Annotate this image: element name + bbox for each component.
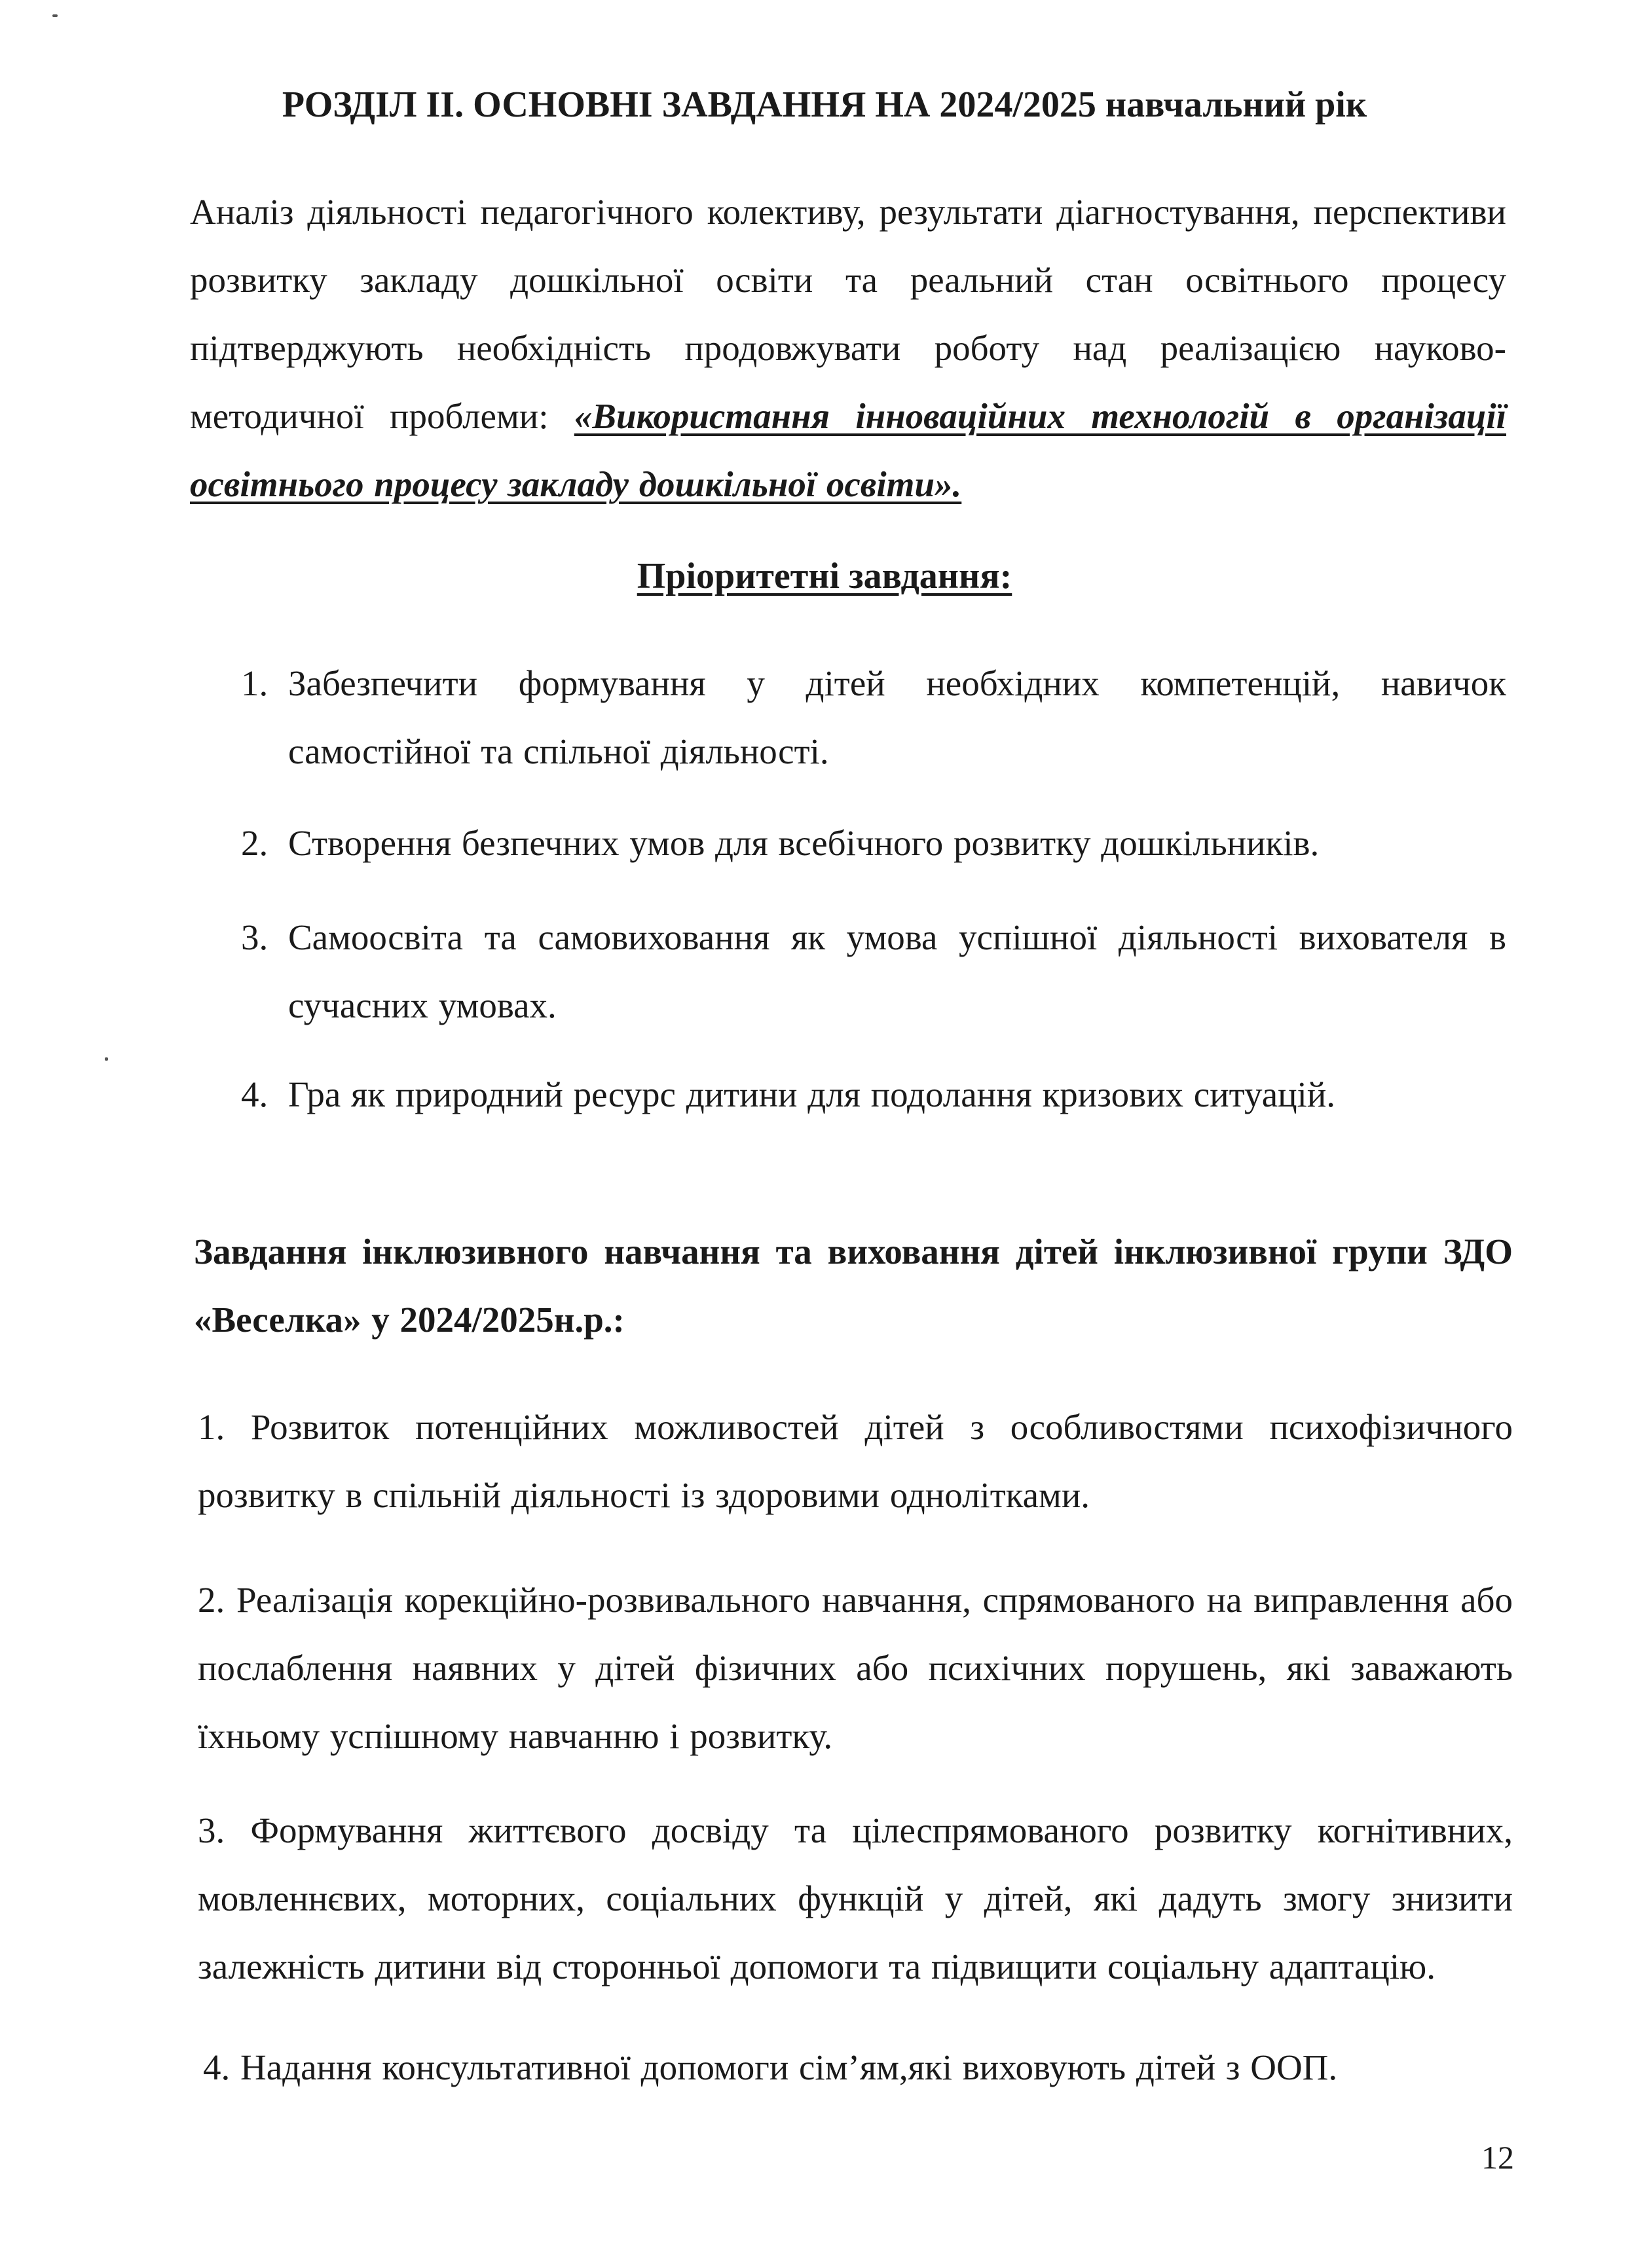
- priority-text: Гра як природний ресурс дитини для подолання кризових ситуацій.: [288, 1074, 1336, 1114]
- priority-item: [241, 809, 1506, 877]
- priority-number: 2.: [241, 823, 269, 863]
- inclusive-item: 1. Розвиток потенційних можливостей дітей з особливостями психофізичного розвитку в спільній діяльності із здоровими однолітками.: [198, 1407, 1513, 1515]
- inclusive-item: 2. Реалізація корекційно-розвивального навчання, спрямованого на виправлення або послаблення наявних у дітей фізичних або психічних порушень, які заважають їхньому успішному навчанню і розвитку.: [198, 1580, 1513, 1756]
- inclusive-heading: Завдання інклюзивного навчання та виховання дітей інклюзивної групи ЗДО «Веселка» у 2024/2025н.р.:: [194, 1232, 1513, 1340]
- scan-speck: [52, 14, 58, 17]
- priority-item: [241, 1061, 1506, 1129]
- intro-text: Аналіз діяльності педагогічного колективу, результати діагностування, перспективи розвитку закладу дошкільної освіти та реальний стан освітнього процесу підтверджують необхідність продовжувати роботу над реалізацією науково-методичної проблеми:: [190, 192, 1506, 436]
- priority-number: 3.: [241, 917, 269, 957]
- methodical-problem: «Використання інноваційних технологій в організації освітнього процесу закладу дошкільної освіти».: [190, 396, 1506, 504]
- scan-speck: [105, 1057, 108, 1061]
- priority-heading: Пріоритетні завдання:: [637, 556, 1012, 596]
- priority-item: [241, 904, 1506, 1040]
- inclusive-item: 4. Надання консультативної допомоги сім’ям,які виховують дітей з ООП.: [203, 2047, 1338, 2087]
- section-title: РОЗДІЛ ІІ. ОСНОВНІ ЗАВДАННЯ НА 2024/2025 навчальний рік: [282, 84, 1367, 125]
- page-number: 12: [1481, 2139, 1514, 2176]
- priority-number: 4.: [241, 1074, 269, 1114]
- intro-paragraph: [190, 178, 1506, 519]
- priority-item: [241, 649, 1506, 786]
- priority-text: Забезпечити формування у дітей необхідних компетенцій, навичок самостійної та спільної діяльності.: [288, 663, 1506, 771]
- priority-text: Створення безпечних умов для всебічного розвитку дошкільників.: [288, 823, 1320, 863]
- priority-text: Самоосвіта та самовиховання як умова успішної діяльності вихователя в сучасних умовах.: [288, 917, 1506, 1025]
- inclusive-item: 3. Формування життєвого досвіду та цілеспрямованого розвитку когнітивних, мовленнєвих, моторних, соціальних функцій у дітей, які дадуть змогу знизити залежність дитини від сторонньої допомоги та підвищити соціальну адаптацію.: [198, 1810, 1513, 1986]
- priority-number: 1.: [241, 663, 269, 703]
